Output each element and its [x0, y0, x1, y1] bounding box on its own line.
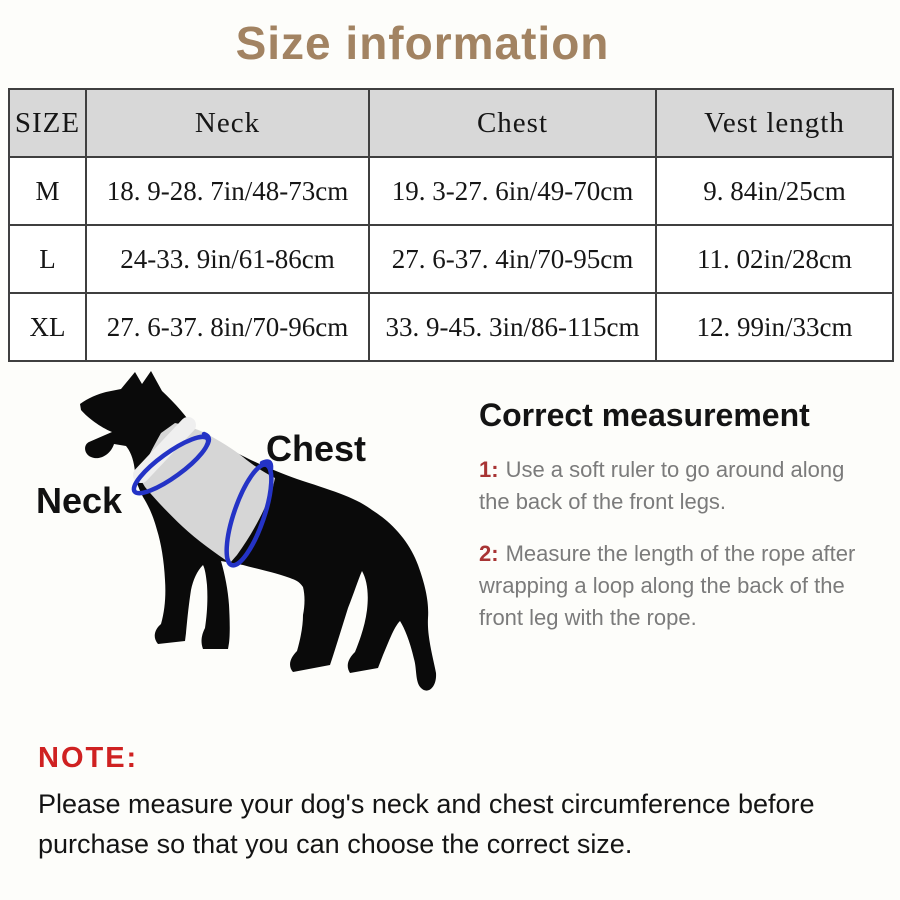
note-text: Please measure your dog's neck and chest circumference before purchase so that you can choose the correct size. — [38, 789, 815, 859]
col-header-chest: Chest — [369, 89, 656, 157]
cell-neck: 18. 9-28. 7in/48-73cm — [86, 157, 369, 225]
note-label: NOTE: — [38, 742, 139, 774]
neck-label: Neck — [36, 480, 123, 521]
table-row-m — [9, 157, 893, 225]
cell-chest: 33. 9-45. 3in/86-115cm — [369, 293, 656, 361]
measurement-heading: Correct measurement — [479, 397, 810, 433]
table-row-xl — [9, 293, 893, 361]
cell-chest: 19. 3-27. 6in/49-70cm — [369, 157, 656, 225]
cell-chest: 27. 6-37. 4in/70-95cm — [369, 225, 656, 293]
measurement-instructions — [479, 397, 884, 654]
size-table — [8, 88, 894, 362]
cell-vest-length: 11. 02in/28cm — [656, 225, 893, 293]
step-1-text: Use a soft ruler to go around along the back of the front legs. — [479, 457, 845, 514]
cell-vest-length: 12. 99in/33cm — [656, 293, 893, 361]
cell-neck: 24-33. 9in/61-86cm — [86, 225, 369, 293]
step-2-text: Measure the length of the rope after wrapping a loop along the back of the front leg with the rope. — [479, 541, 856, 630]
step-1-number: 1: — [479, 457, 499, 482]
cell-vest-length: 9. 84in/25cm — [656, 157, 893, 225]
step-2-number: 2: — [479, 541, 499, 566]
dog-measurement-diagram — [25, 367, 455, 705]
cell-size: L — [9, 225, 86, 293]
table-row-l — [9, 225, 893, 293]
cell-size: M — [9, 157, 86, 225]
measurement-step-1 — [479, 454, 881, 518]
note-section — [38, 742, 878, 864]
col-header-vest-length: Vest length — [656, 89, 893, 157]
page-title: Size information — [235, 17, 610, 69]
measurement-step-2 — [479, 538, 881, 634]
chest-label: Chest — [266, 428, 367, 469]
col-header-size: SIZE — [9, 89, 86, 157]
size-table-header-row — [9, 89, 893, 157]
cell-neck: 27. 6-37. 8in/70-96cm — [86, 293, 369, 361]
col-header-neck: Neck — [86, 89, 369, 157]
cell-size: XL — [9, 293, 86, 361]
